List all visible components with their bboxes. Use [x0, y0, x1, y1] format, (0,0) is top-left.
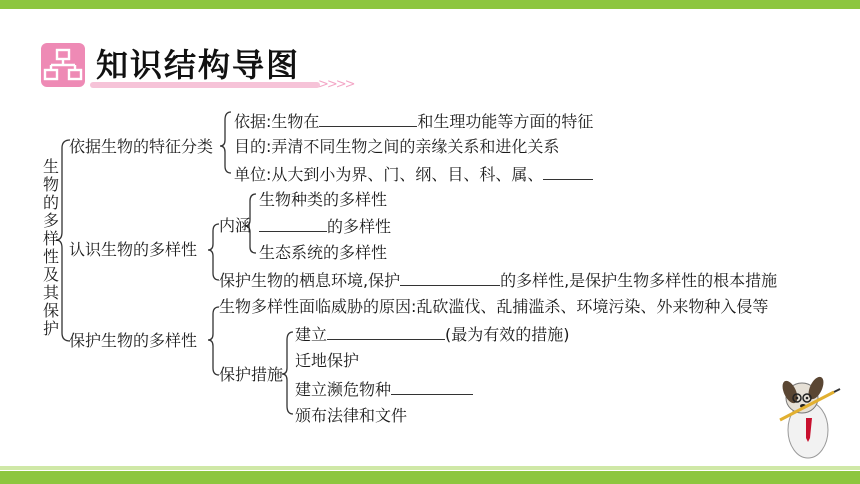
top-border [0, 0, 860, 9]
neihan-item-species: 生物种类的多样性 [259, 190, 388, 209]
page-title: 知识结构导图 [96, 46, 301, 84]
neihan-item-ecosystem: 生态系统的多样性 [259, 243, 388, 262]
units-prefix: 单位:从大到小为界、门、纲、目、科、属、 [234, 165, 544, 184]
fill-blank [400, 270, 500, 286]
measures-label: 保护措施 [219, 365, 284, 384]
measure-gene-bank [295, 379, 473, 400]
fill-blank [327, 324, 445, 340]
reserve-suffix: (最为有效的措施) [445, 325, 570, 344]
measure-law: 颁布法律和文件 [295, 406, 408, 425]
neihan-label: 内涵 [219, 216, 252, 235]
root-label: 生物的多样性及其保护 [42, 157, 59, 338]
fill-blank [259, 216, 327, 232]
protect-suffix: 的多样性,是保护生物多样性的根本措施 [500, 271, 778, 290]
fill-blank [319, 111, 417, 127]
fill-blank [391, 379, 473, 395]
branch1-label: 依据生物的特征分类 [69, 137, 214, 156]
fill-blank [543, 164, 593, 180]
bottom-border-light [0, 466, 860, 470]
branch2-protect [219, 270, 777, 291]
branch1-item-units [234, 164, 593, 185]
decor-arrows-icon: >>>> [318, 77, 354, 92]
neihan-item-gene [259, 216, 391, 237]
branch1-item-purpose: 目的:弄清不同生物之间的亲缘关系和进化关系 [234, 137, 560, 156]
dog-mascot [772, 372, 848, 464]
branch2-label: 认识生物的多样性 [69, 240, 198, 259]
basis-prefix: 依据:生物在 [234, 112, 320, 131]
protect-prefix: 保护生物的栖息环境,保护 [219, 271, 401, 290]
gene-suffix: 的多样性 [327, 217, 392, 236]
measure-reserve [295, 324, 570, 345]
threat-causes: 生物多样性面临威胁的原因:乱砍滥伐、乱捕滥杀、环境污染、外来物种入侵等 [219, 297, 769, 316]
basis-suffix: 和生理功能等方面的特征 [417, 112, 594, 131]
genebank-prefix: 建立濒危物种 [295, 380, 392, 399]
bottom-border [0, 471, 860, 484]
branch3-label: 保护生物的多样性 [69, 331, 198, 350]
branch1-item-basis [234, 111, 593, 132]
reserve-prefix: 建立 [295, 325, 328, 344]
hierarchy-icon [41, 43, 85, 87]
measure-ex-situ: 迁地保护 [295, 351, 360, 370]
